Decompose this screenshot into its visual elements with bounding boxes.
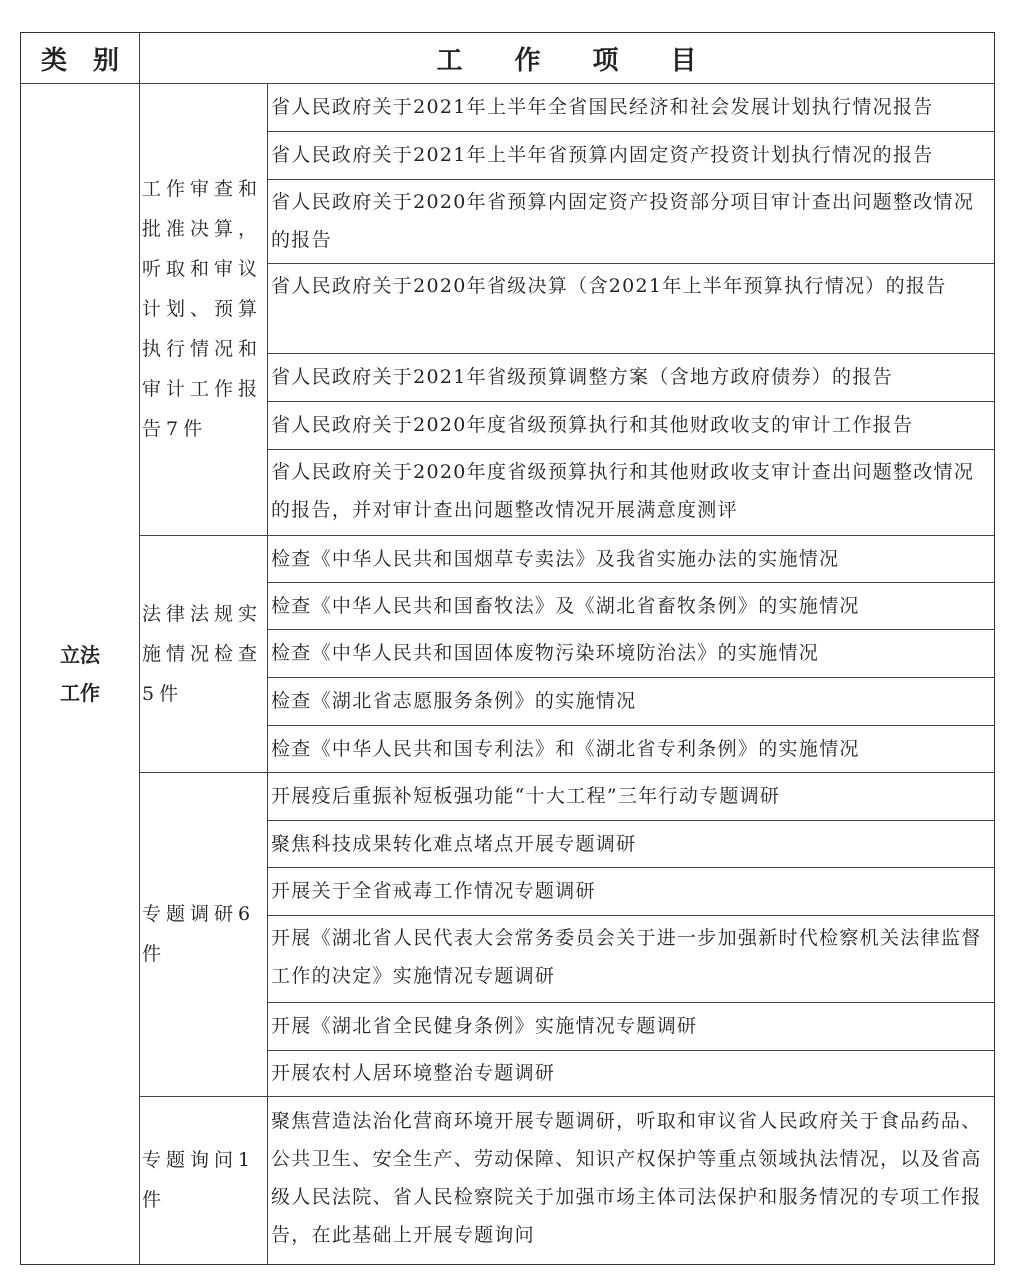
- table-rule: [267, 582, 994, 583]
- list-item: 省人民政府关于2021年上半年省预算内固定资产投资计划执行情况的报告: [271, 144, 934, 166]
- list-item: 开展《湖北省人民代表大会常务委员会关于进一步加强新时代检察机关法律监督工作的决定》实施情况专题调研: [271, 927, 982, 987]
- group-label-law-inspection: 法律法规实施情况检查5件: [142, 602, 263, 705]
- category-legislative-work: 立法 工作: [60, 642, 100, 705]
- list-item: 检查《中华人民共和国烟草专卖法》及我省实施办法的实施情况: [271, 547, 840, 570]
- table-rule: [267, 677, 994, 678]
- header-category: 类 别: [40, 45, 119, 76]
- table-rule: [139, 33, 140, 1264]
- table-rule: [139, 535, 994, 536]
- list-item: 检查《中华人民共和国畜牧法》及《湖北省畜牧条例》的实施情况: [271, 594, 860, 617]
- table-rule: [267, 263, 994, 264]
- table-rule: [21, 83, 994, 84]
- group-label-audit-reports: 工作审查和批准决算，听取和审议计划、预算执行情况和审计工作报告7件: [142, 178, 263, 440]
- list-item: 检查《中华人民共和国固体废物污染环境防治法》的实施情况: [271, 642, 820, 664]
- list-item: 开展疫后重振补短板强功能“十大工程”三年行动专题调研: [271, 785, 781, 807]
- table-rule: [139, 772, 994, 773]
- table-rule: [267, 449, 994, 450]
- list-item: 开展农村人居环境整治专题调研: [271, 1062, 556, 1084]
- list-item: 省人民政府关于2020年度省级预算执行和其他财政收支的审计工作报告: [271, 414, 914, 436]
- list-item: 省人民政府关于2020年度省级预算执行和其他财政收支审计查出问题整改情况的报告，并对审计查出问题整改情况开展满意度测评: [271, 461, 975, 521]
- list-item: 检查《湖北省志愿服务条例》的实施情况: [271, 690, 637, 712]
- group-label-special-inquiry: 专题询问1件: [142, 1149, 256, 1211]
- table-rule: [267, 1002, 994, 1003]
- table-rule: [267, 820, 994, 821]
- list-item: 省人民政府关于2020年省级决算（含2021年上半年预算执行情况）的报告: [271, 275, 947, 297]
- list-item: 开展关于全省戒毒工作情况专题调研: [271, 880, 596, 902]
- table-rule: [139, 1096, 994, 1097]
- list-item: 聚焦营造法治化营商环境开展专题调研，听取和审议省人民政府关于食品药品、公共卫生、安全生产、劳动保障、知识产权保护等重点领域执法情况，以及省高级人民法院、省人民检察院关于加强市场主体司法保护和服务情况的专项工作报告，在此基础上开展专题询问: [271, 1110, 982, 1246]
- list-item: 聚焦科技成果转化难点堵点开展专题调研: [271, 832, 637, 855]
- list-item: 开展《湖北省全民健身条例》实施情况专题调研: [271, 1015, 698, 1037]
- list-item: 省人民政府关于2020年省预算内固定资产投资部分项目审计查出问题整改情况的报告: [271, 191, 975, 251]
- list-item: 检查《中华人民共和国专利法》和《湖北省专利条例》的实施情况: [271, 737, 860, 760]
- table-rule: [267, 725, 994, 726]
- list-item: 省人民政府关于2021年省级预算调整方案（含地方政府债券）的报告: [271, 366, 893, 388]
- table-rule: [267, 629, 994, 630]
- table-rule: [267, 867, 994, 868]
- group-label-special-research: 专题调研6件: [142, 903, 256, 965]
- work-items-table: [20, 32, 995, 1265]
- table-rule: [267, 401, 994, 402]
- table-rule: [267, 353, 994, 354]
- table-rule: [267, 915, 994, 916]
- table-rule: [267, 1050, 994, 1051]
- table-rule: [267, 83, 268, 1264]
- header-work-items: 工 作 项 目: [436, 45, 697, 76]
- list-item: 省人民政府关于2021年上半年全省国民经济和社会发展计划执行情况报告: [271, 96, 934, 118]
- table-rule: [267, 179, 994, 180]
- table-rule: [267, 131, 994, 132]
